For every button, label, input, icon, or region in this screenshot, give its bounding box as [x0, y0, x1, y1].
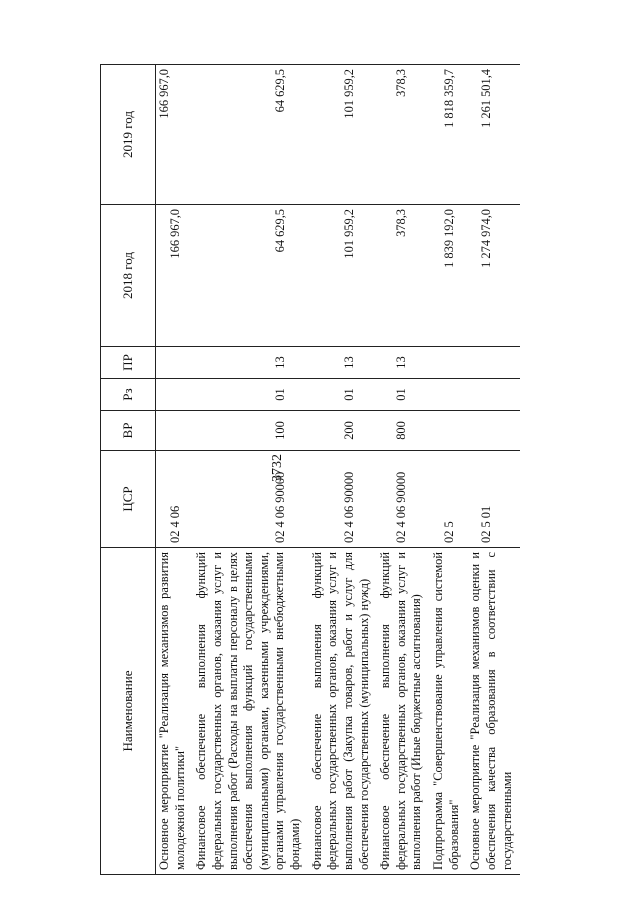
row-rz: [467, 379, 520, 411]
row-csr: 02 5 01: [467, 451, 520, 548]
row-name: Финансовое обеспечение выполнения функций федеральных государственных органов, оказания услуг и выполнения работ (Иные бюджетные ассигнования): [377, 548, 430, 875]
row-vr: 200: [309, 411, 378, 451]
table-row: [377, 65, 430, 875]
row-csr: 02 4 06: [156, 451, 194, 548]
row-name: Финансовое обеспечение выполнения функций федеральных государственных органов, оказания услуг и выполнения работ (Закупка товаров, работ и услуг для обеспечения государственных (муниципальных) нужд): [309, 548, 378, 875]
row-2018: 378,3: [377, 205, 430, 347]
row-rz: 01: [193, 379, 308, 411]
header-2018: 2018 год: [101, 205, 156, 347]
table-body: [156, 65, 521, 875]
row-2019: 1 261 501,4: [467, 65, 520, 205]
row-2019: 166 967,0: [156, 65, 194, 205]
row-rz: [430, 379, 467, 411]
row-vr: [467, 411, 520, 451]
row-vr: [430, 411, 467, 451]
row-rz: 01: [377, 379, 430, 411]
table-row: [156, 65, 194, 875]
row-2018: 166 967,0: [156, 205, 194, 347]
header-pr: ПР: [101, 347, 156, 379]
row-rz: [156, 379, 194, 411]
row-pr: 13: [193, 347, 308, 379]
table-row: [193, 65, 308, 875]
row-2018: 1 839 192,0: [430, 205, 467, 347]
row-vr: 800: [377, 411, 430, 451]
table-row: [467, 65, 520, 875]
row-pr: [156, 347, 194, 379]
row-2018: 1 274 974,0: [467, 205, 520, 347]
row-2018: 101 959,2: [309, 205, 378, 347]
rotated-page-content: [100, 65, 580, 875]
row-pr: 13: [309, 347, 378, 379]
row-pr: [467, 347, 520, 379]
header-rz: Рз: [101, 379, 156, 411]
row-vr: [156, 411, 194, 451]
row-name: Финансовое обеспечение выполнения функций федеральных государственных органов, оказания услуг и выполнения работ (Расходы на выплаты персоналу в целях обеспечения выполнения функций государственными (муниципальными) органами, казенными учреждениями, органами управления государственными внебюджетными фондами): [193, 548, 308, 875]
row-2019: 64 629,5: [193, 65, 308, 205]
row-pr: 13: [377, 347, 430, 379]
table-row: [309, 65, 378, 875]
header-2019: 2019 год: [101, 65, 156, 205]
row-csr: 02 4 06 90000: [309, 451, 378, 548]
row-2019: 101 959,2: [309, 65, 378, 205]
header-row: [101, 65, 156, 875]
page-number: 3732: [270, 454, 285, 482]
row-vr: 100: [193, 411, 308, 451]
row-name: Основное мероприятие "Реализация механизмов развития молодежной политики": [156, 548, 194, 875]
header-csr: ЦСР: [101, 451, 156, 548]
row-pr: [430, 347, 467, 379]
row-name: Основное мероприятие "Реализация механизмов оценки и обеспечения качества образования в соответствии с государственными: [467, 548, 520, 875]
table-row: [430, 65, 467, 875]
table-header: [101, 65, 156, 875]
row-rz: 01: [309, 379, 378, 411]
row-2019: 1 818 359,7: [430, 65, 467, 205]
row-csr: 02 5: [430, 451, 467, 548]
budget-table: [100, 64, 520, 875]
row-2019: 378,3: [377, 65, 430, 205]
header-vr: ВР: [101, 411, 156, 451]
row-2018: 64 629,5: [193, 205, 308, 347]
row-csr: 02 4 06 90000: [193, 451, 308, 548]
row-name: Подпрограмма "Совершенствование управления системой образования": [430, 548, 467, 875]
row-csr: 02 4 06 90000: [377, 451, 430, 548]
header-name: Наименование: [101, 548, 156, 875]
